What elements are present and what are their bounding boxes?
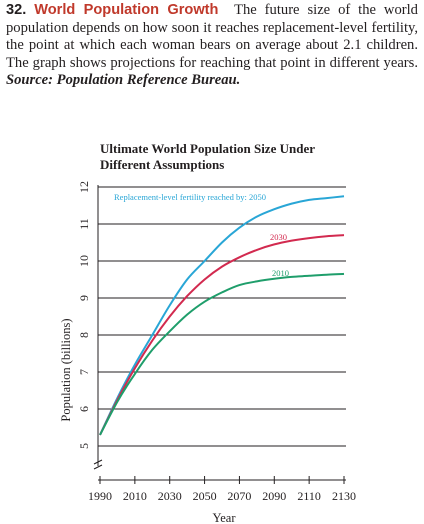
x-tick-label-1990: 1990 xyxy=(88,489,112,503)
y-tick-label-11: 11 xyxy=(77,218,91,230)
gridlines xyxy=(98,187,346,446)
chart-title-line1: Ultimate World Population Size Under xyxy=(100,141,315,156)
x-tick-label-2010: 2010 xyxy=(122,489,147,503)
problem-title: World Population Growth xyxy=(34,2,219,18)
x-axis-label: Year xyxy=(212,511,236,524)
problem-source: Source: Population Reference Bureau. xyxy=(6,72,241,89)
y-tick-label-6: 6 xyxy=(77,406,91,412)
problem-number: 32. xyxy=(6,2,27,18)
y-tick-label-5: 5 xyxy=(77,443,91,449)
x-tick-label-2030: 2030 xyxy=(157,489,182,503)
x-tick-label-2070: 2070 xyxy=(227,489,252,503)
series-line-0 xyxy=(100,196,344,435)
series-lines xyxy=(100,196,344,435)
x-tick-label-2050: 2050 xyxy=(192,489,217,503)
series-label-2: 2010 xyxy=(272,268,289,278)
y-tick-label-10: 10 xyxy=(77,255,91,267)
x-tick-label-2130: 2130 xyxy=(332,489,356,503)
y-tick-label-12: 12 xyxy=(77,181,91,193)
series-label-1: 2030 xyxy=(270,232,287,242)
x-tick-label-2110: 2110 xyxy=(297,489,321,503)
y-tick-label-8: 8 xyxy=(77,332,91,338)
chart-title-line2: Different Assumptions xyxy=(100,157,225,172)
y-tick-label-9: 9 xyxy=(77,295,91,301)
y-tick-label-7: 7 xyxy=(77,369,91,375)
x-tick-label-2090: 2090 xyxy=(262,489,287,503)
problem-body: The future size of the world population depends on how soon it reaches replacement-level fertility, the point at which each woman bears on average about 2.1 children. The graph shows projections for reaching that point in different years. xyxy=(6,2,418,71)
y-axis-label: Population (billions) xyxy=(59,318,73,422)
series-label-0: Replacement-level fertility reached by: 2050 xyxy=(114,192,266,202)
tick-labels xyxy=(77,181,356,503)
